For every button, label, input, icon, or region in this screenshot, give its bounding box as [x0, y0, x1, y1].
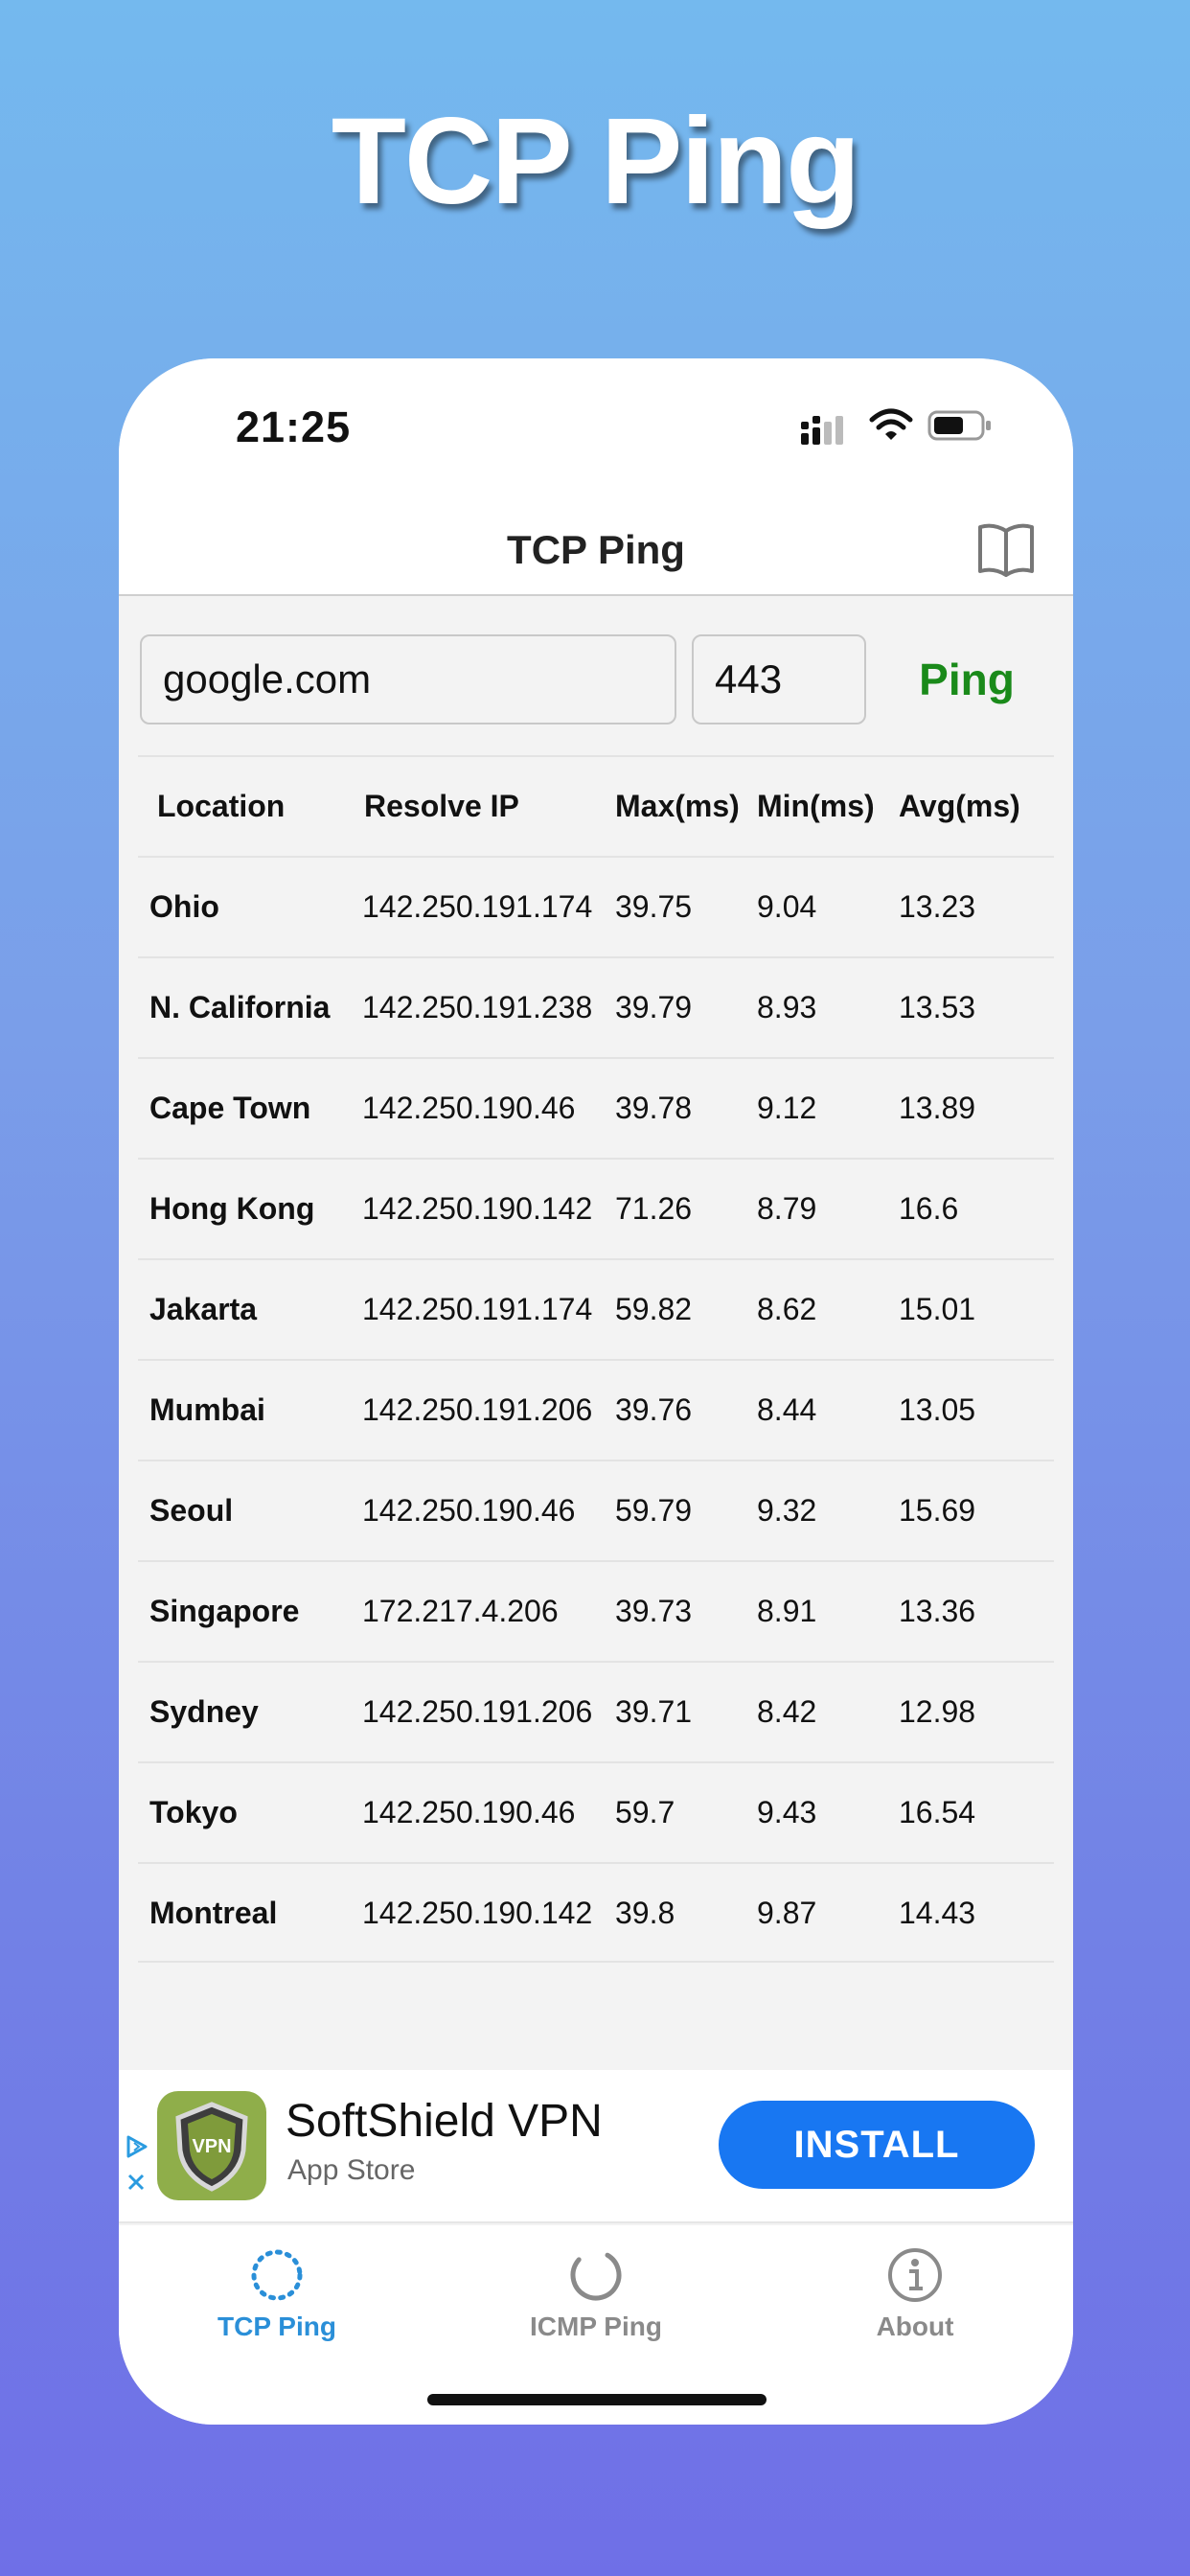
table-row	[138, 1862, 1054, 1963]
cell-location: Mumbai	[149, 1392, 265, 1427]
cell-location: Jakarta	[149, 1292, 258, 1326]
cell-resolve-ip: 142.250.190.46	[362, 1091, 576, 1125]
cell-location: Singapore	[149, 1594, 300, 1628]
cell-location: Tokyo	[149, 1795, 238, 1829]
ad-icon-text: VPN	[192, 2136, 232, 2157]
cell-max: 39.79	[615, 990, 693, 1024]
cell-location: Cape Town	[149, 1091, 311, 1125]
cell-max: 39.78	[615, 1091, 693, 1125]
cell-avg: 14.43	[899, 1896, 976, 1930]
tab-icmp-ping[interactable]	[438, 2246, 754, 2342]
cell-avg: 13.36	[899, 1594, 976, 1628]
header-max: Max(ms)	[615, 789, 740, 823]
cell-min: 8.93	[757, 990, 817, 1024]
ad-banner[interactable]	[119, 2070, 1073, 2223]
cell-min: 8.79	[757, 1191, 817, 1226]
tab-label: About	[876, 2312, 954, 2341]
ad-subtitle: App Store	[287, 2154, 416, 2186]
cell-resolve-ip: 142.250.190.46	[362, 1493, 576, 1528]
tab-label: ICMP Ping	[530, 2312, 662, 2341]
cell-location: Hong Kong	[149, 1191, 315, 1226]
cell-avg: 15.01	[899, 1292, 976, 1326]
cell-avg: 15.69	[899, 1493, 976, 1528]
phone-screen	[119, 358, 1073, 2425]
book-icon[interactable]	[976, 521, 1036, 577]
table-row	[138, 1158, 1054, 1258]
cell-resolve-ip: 142.250.191.206	[362, 1392, 593, 1427]
results-table	[138, 755, 1054, 1963]
table-body	[138, 856, 1054, 1963]
status-bar	[119, 358, 1073, 502]
cell-max: 39.76	[615, 1392, 693, 1427]
cell-resolve-ip: 142.250.191.174	[362, 889, 593, 924]
cell-avg: 13.23	[899, 889, 976, 924]
cell-avg: 13.89	[899, 1091, 976, 1125]
cell-max: 39.75	[615, 889, 693, 924]
ping-button[interactable]: Ping	[919, 655, 1015, 704]
cell-resolve-ip: 142.250.191.174	[362, 1292, 593, 1326]
table-row	[138, 1560, 1054, 1661]
tab-about[interactable]	[757, 2246, 1073, 2342]
table-row	[138, 1359, 1054, 1460]
cell-resolve-ip: 142.250.190.142	[362, 1896, 593, 1930]
cell-avg: 16.6	[899, 1191, 959, 1226]
cell-min: 9.04	[757, 889, 817, 924]
header-min: Min(ms)	[757, 789, 875, 823]
cell-min: 8.62	[757, 1292, 817, 1326]
cell-avg: 16.54	[899, 1795, 976, 1829]
header-location: Location	[157, 789, 286, 823]
cell-resolve-ip: 142.250.191.206	[362, 1694, 593, 1729]
hero-title: TCP Ping	[331, 93, 859, 230]
status-time: 21:25	[236, 402, 352, 451]
table-row	[138, 1460, 1054, 1560]
table-row	[138, 1761, 1054, 1862]
tab-bar	[119, 2225, 1073, 2425]
home-indicator	[427, 2394, 767, 2405]
cell-min: 9.12	[757, 1091, 817, 1125]
cell-max: 71.26	[615, 1191, 693, 1226]
cell-min: 9.87	[757, 1896, 817, 1930]
shield-icon	[157, 2091, 266, 2200]
cellular-signal-icon	[801, 414, 851, 445]
cell-resolve-ip: 142.250.190.142	[362, 1191, 593, 1226]
header-avg: Avg(ms)	[899, 789, 1020, 823]
cell-location: Seoul	[149, 1493, 234, 1528]
cell-min: 8.91	[757, 1594, 817, 1628]
table-header-row	[138, 755, 1054, 856]
cell-min: 9.32	[757, 1493, 817, 1528]
cell-min: 9.43	[757, 1795, 817, 1829]
cell-max: 59.7	[615, 1795, 675, 1829]
tab-label: TCP Ping	[217, 2312, 336, 2341]
wifi-icon	[869, 408, 913, 443]
cell-resolve-ip: 142.250.191.238	[362, 990, 593, 1024]
info-icon	[886, 2246, 944, 2304]
cell-max: 59.82	[615, 1292, 693, 1326]
table-row	[138, 1258, 1054, 1359]
loading-circle-icon	[567, 2246, 625, 2304]
table-row	[138, 1661, 1054, 1761]
cell-avg: 12.98	[899, 1694, 976, 1729]
cell-location: Sydney	[149, 1694, 259, 1729]
navigation-bar	[119, 502, 1073, 596]
table-row	[138, 956, 1054, 1057]
cell-avg: 13.53	[899, 990, 976, 1024]
cell-max: 59.79	[615, 1493, 693, 1528]
cell-max: 39.8	[615, 1896, 675, 1930]
cell-location: N. California	[149, 990, 331, 1024]
dotted-circle-icon	[248, 2246, 306, 2304]
host-input[interactable]: google.com	[140, 634, 676, 724]
cell-location: Ohio	[149, 889, 219, 924]
cell-min: 8.42	[757, 1694, 817, 1729]
cell-location: Montreal	[149, 1896, 278, 1930]
install-button[interactable]: INSTALL	[719, 2101, 1035, 2189]
ad-title: SoftShield VPN	[286, 2096, 603, 2147]
table-row	[138, 1057, 1054, 1158]
tab-tcp-ping[interactable]	[119, 2246, 435, 2342]
nav-title: TCP Ping	[507, 527, 685, 572]
cell-avg: 13.05	[899, 1392, 976, 1427]
ad-app-icon	[157, 2091, 266, 2200]
battery-icon	[927, 408, 993, 443]
cell-min: 8.44	[757, 1392, 817, 1427]
adchoices-icon[interactable]	[123, 2133, 151, 2200]
cell-max: 39.73	[615, 1594, 693, 1628]
header-resolve-ip: Resolve IP	[364, 789, 519, 823]
port-input[interactable]: 443	[692, 634, 866, 724]
table-row	[138, 856, 1054, 956]
cell-resolve-ip: 142.250.190.46	[362, 1795, 576, 1829]
cell-resolve-ip: 172.217.4.206	[362, 1594, 559, 1628]
cell-max: 39.71	[615, 1694, 693, 1729]
